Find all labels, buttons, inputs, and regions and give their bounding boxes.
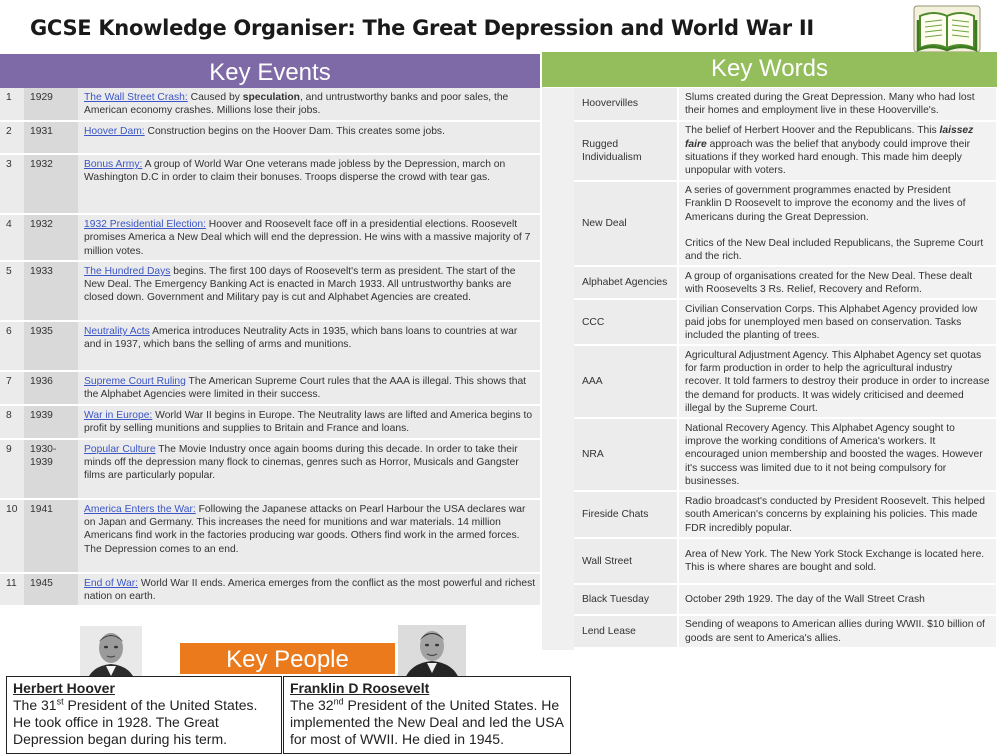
page-title: GCSE Knowledge Organiser: The Great Depression and World War II	[30, 16, 814, 40]
event-description	[78, 499, 540, 573]
event-text: begins. The first 100 days of Roosevelt's term as president. The start of the New Deal. The Emergency Banking Act is enacted in March 1933. All untrustworthy banks are closed down. Government and Military pay is cut and Alphabet Agencies are created.	[84, 265, 516, 304]
event-year: 1932	[24, 214, 78, 261]
event-number: 7	[0, 371, 24, 405]
key-word: Rugged Individualism	[574, 121, 678, 181]
person-bio	[290, 697, 563, 747]
event-text: , and untrustworthy banks and poor sales, the American economy crashes. Millions lose their jobs.	[84, 92, 509, 117]
bio-text: The 31	[13, 697, 57, 713]
hoover-card	[6, 676, 282, 754]
bio-ordinal: st	[56, 696, 64, 707]
event-bold-text: speculation	[242, 92, 300, 103]
word-row	[574, 88, 996, 121]
key-word-definition: October 29th 1929. The day of the Wall Street Crash	[678, 584, 996, 615]
event-number: 3	[0, 154, 24, 214]
key-word-definition: Civilian Conservation Corps. This Alphabet Agency provided low paid jobs for unemployed men based on conservation. Tasks included the planting of trees.	[678, 299, 996, 345]
event-description	[78, 214, 540, 261]
event-description	[78, 573, 540, 607]
event-text: World War II ends. America emerges from the conflict as the most powerful and richest nation on earth.	[84, 577, 536, 603]
word-row	[574, 181, 996, 266]
event-row	[0, 88, 540, 121]
event-number: 1	[0, 88, 24, 121]
event-text: Following the Japanese attacks on Pearl Harbour the USA declares war on Japan and Germany. This increases the need for munitions and war materials. 14 million Americans find work in the factories producing war goods. Others find work in the armed forces. The Depression comes to an end.	[84, 503, 526, 555]
key-word: Hoovervilles	[574, 88, 678, 121]
event-number: 11	[0, 573, 24, 607]
word-row	[574, 121, 996, 181]
key-words-heading: Key Words	[542, 52, 997, 87]
event-year: 1932	[24, 154, 78, 214]
event-row	[0, 154, 540, 214]
event-term: Popular Culture	[84, 443, 156, 455]
bio-text: President of the United States. He took office in 1928. The Great Depression began during his term.	[13, 697, 258, 747]
person-name: Herbert Hoover	[13, 680, 115, 696]
event-year: 1930-1939	[24, 439, 78, 499]
event-term: America Enters the War:	[84, 503, 196, 515]
event-term: The Hundred Days	[84, 265, 171, 277]
roosevelt-portrait-icon	[398, 625, 466, 681]
key-word-definition: Radio broadcast's conducted by President Roosevelt. This helped south American's concerns by explaining his policies. This made FDR incredibly popular.	[678, 491, 996, 538]
event-year: 1945	[24, 573, 78, 607]
event-row	[0, 405, 540, 439]
event-year: 1931	[24, 121, 78, 154]
key-word: CCC	[574, 299, 678, 345]
event-text: The American Supreme Court rules that the AAA is illegal. This shows that the Alphabet Agencies were limited in their success.	[84, 375, 527, 401]
event-row	[0, 499, 540, 573]
event-year: 1929	[24, 88, 78, 121]
event-term: War in Europe:	[84, 409, 153, 421]
event-number: 8	[0, 405, 24, 439]
bio-text: President of the United States. He implemented the New Deal and led the USA for most of WWII. He died in 1945.	[290, 697, 564, 747]
event-row	[0, 121, 540, 154]
key-word: Alphabet Agencies	[574, 266, 678, 299]
event-text: The Movie Industry once again booms during this decade. In order to take their minds off the depression many flock to cinemas, genres such as Horror, Musicals and Gangster films are particularly popular.	[84, 443, 519, 482]
event-term: 1932 Presidential Election:	[84, 219, 206, 230]
event-term: End of War:	[84, 577, 138, 589]
event-text: A group of World War One veterans made jobless by the Depression, march on Washington D.C in order to claim their bonuses. Troops disperse the crowd with tear gas.	[84, 159, 506, 184]
definition-emphasis: laissez faire	[685, 125, 974, 150]
bio-ordinal: nd	[333, 696, 344, 707]
word-row	[574, 615, 996, 648]
event-row	[0, 439, 540, 499]
event-term: Bonus Army:	[84, 159, 143, 170]
event-year: 1936	[24, 371, 78, 405]
event-term: Neutrality Acts	[84, 325, 150, 337]
word-row	[574, 299, 996, 345]
word-row	[574, 345, 996, 418]
word-row	[574, 266, 996, 299]
definition-text: A series of government programmes enacted by President Franklin D Roosevelt to improve the economy and the lives of Americans during the Great Depression.	[685, 185, 966, 223]
event-text: World War II begins in Europe. The Neutrality laws are lifted and America begins to profit by selling munitions and supplies to Britain and France and loans.	[84, 409, 533, 435]
key-word: AAA	[574, 345, 678, 418]
event-year: 1939	[24, 405, 78, 439]
key-events-table	[0, 88, 540, 607]
word-row	[574, 584, 996, 615]
definition-text: Critics of the New Deal included Republicans, the Supreme Court and the rich.	[685, 237, 984, 263]
key-word-definition	[678, 181, 996, 266]
key-word: Black Tuesday	[574, 584, 678, 615]
event-text: America introduces Neutrality Acts in 1935, which bans loans to countries at war and in 1937, which bans the selling of arms and munitions.	[84, 325, 518, 351]
event-text: Construction begins on the Hoover Dam. This creates some jobs.	[144, 126, 445, 137]
key-word: Fireside Chats	[574, 491, 678, 538]
key-word-definition: National Recovery Agency. This Alphabet Agency sought to improve the working conditions of America's workers. It encouraged union membership and boosted the wages. However it's success was limited due to it not being compulsory for businesses.	[678, 418, 996, 491]
key-word-definition: Agricultural Adjustment Agency. This Alphabet Agency set quotas for farm production in order to help the agricultural industry recover. It told farmers to destroy their produce in order to increase the demand for products. It was widely criticised and deemed illegal by the Supreme Court.	[678, 345, 996, 418]
roosevelt-card	[283, 676, 571, 754]
word-row	[574, 418, 996, 491]
event-description	[78, 261, 540, 321]
key-word-definition	[678, 121, 996, 181]
event-description	[78, 121, 540, 154]
event-term: The Wall Street Crash:	[84, 92, 188, 103]
event-term: Supreme Court Ruling	[84, 375, 186, 387]
event-number: 9	[0, 439, 24, 499]
event-row	[0, 214, 540, 261]
open-book-icon	[912, 2, 982, 54]
event-row	[0, 321, 540, 371]
event-number: 4	[0, 214, 24, 261]
event-description	[78, 405, 540, 439]
key-words-table	[574, 88, 996, 649]
person-bio	[13, 697, 257, 747]
key-people-heading: Key People	[180, 643, 395, 674]
event-row	[0, 573, 540, 607]
person-name: Franklin D Roosevelt	[290, 680, 430, 696]
key-word: Wall Street	[574, 538, 678, 584]
key-word: Lend Lease	[574, 615, 678, 648]
key-word-definition: Sending of weapons to American allies during WWII. $10 billion of goods are sent to America's allies.	[678, 615, 996, 648]
event-year: 1933	[24, 261, 78, 321]
key-word: New Deal	[574, 181, 678, 266]
event-description	[78, 88, 540, 121]
key-word: NRA	[574, 418, 678, 491]
event-row	[0, 371, 540, 405]
event-text: Caused by	[187, 92, 243, 103]
key-words-margin	[542, 88, 574, 650]
event-number: 10	[0, 499, 24, 573]
word-row	[574, 491, 996, 538]
event-description	[78, 321, 540, 371]
event-row	[0, 261, 540, 321]
event-year: 1941	[24, 499, 78, 573]
event-number: 2	[0, 121, 24, 154]
event-description	[78, 371, 540, 405]
key-word-definition: Area of New York. The New York Stock Exchange is located here. This is where shares are bought and sold.	[678, 538, 996, 584]
event-description	[78, 154, 540, 214]
word-row	[574, 538, 996, 584]
key-word-definition: A group of organisations created for the New Deal. These dealt with Roosevelts 3 Rs. Relief, Recovery and Reform.	[678, 266, 996, 299]
event-year: 1935	[24, 321, 78, 371]
event-term: Hoover Dam:	[84, 126, 145, 137]
event-description	[78, 439, 540, 499]
event-text: Hoover and Roosevelt face off in a presidential elections. Roosevelt promises America a New Deal which will end the depression. He wins with a massive majority of 7 million votes.	[84, 219, 531, 257]
key-events-heading: Key Events	[0, 54, 540, 88]
event-number: 5	[0, 261, 24, 321]
key-word-definition: Slums created during the Great Depression. Many who had lost their homes and employment live in these Hooverville's.	[678, 88, 996, 121]
definition-text: approach was the belief that anybody could improve their situations if they worked hard enough. This made him deeply unpopular with voters.	[685, 138, 971, 177]
event-number: 6	[0, 321, 24, 371]
bio-text: The 32	[290, 697, 334, 713]
definition-text: The belief of Herbert Hoover and the Republicans. This	[685, 125, 940, 137]
